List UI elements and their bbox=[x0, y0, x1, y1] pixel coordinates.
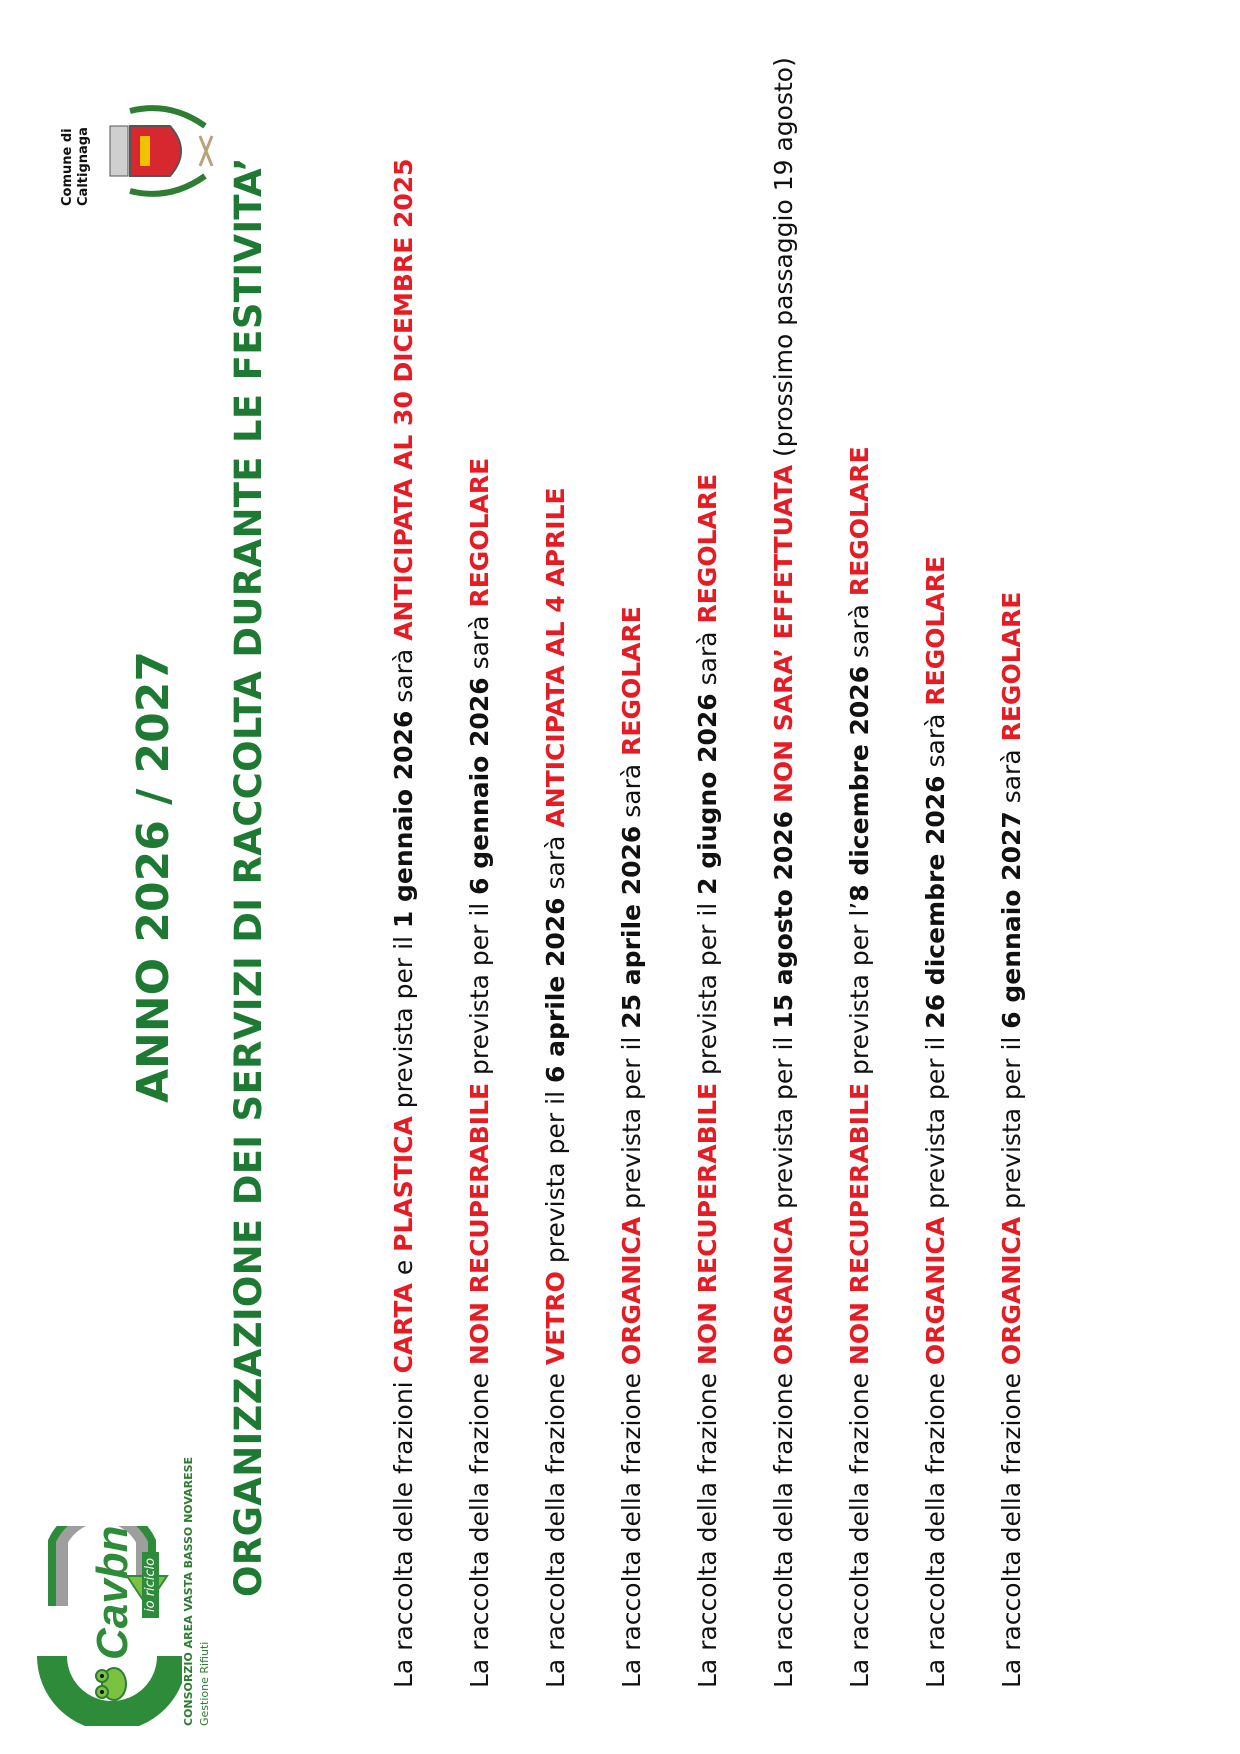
line-text: sarà bbox=[465, 607, 494, 678]
schedule-line-2 bbox=[464, 57, 540, 1688]
comune-line-1: Comune di bbox=[60, 128, 75, 206]
line-text: sarà bbox=[845, 596, 874, 666]
line-text: prevista per il bbox=[997, 1028, 1026, 1217]
collection-status: ANTICIPATA AL 30 DICEMBRE 2025 bbox=[389, 158, 418, 641]
waste-type: CARTA bbox=[389, 1283, 418, 1374]
line-text: sarà bbox=[389, 640, 418, 711]
line-text: La raccolta della frazione bbox=[465, 1365, 494, 1688]
holiday-date: 15 agosto 2026 bbox=[769, 810, 798, 1029]
schedule-line-4 bbox=[616, 57, 692, 1688]
schedule-line-7 bbox=[844, 57, 920, 1688]
waste-type: PLASTICA bbox=[389, 1116, 418, 1252]
line-text: La raccolta delle frazioni bbox=[389, 1373, 418, 1688]
waste-type: VETRO bbox=[541, 1271, 570, 1366]
holiday-date: 1 gennaio 2026 bbox=[389, 710, 418, 929]
consortium-subtitle: Gestione Rifiuti bbox=[198, 1641, 211, 1726]
comune-line-2: Caltignaga bbox=[76, 127, 91, 206]
schedule-list bbox=[388, 57, 1072, 1688]
schedule-line-8 bbox=[920, 57, 996, 1688]
collection-status: REGOLARE bbox=[845, 446, 874, 597]
collection-status: REGOLARE bbox=[465, 457, 494, 608]
waste-type: NON RECUPERABILE bbox=[465, 1082, 494, 1366]
line-text: La raccolta della frazione bbox=[845, 1365, 874, 1688]
collection-status: REGOLARE bbox=[617, 606, 646, 756]
line-text: sarà bbox=[693, 623, 722, 694]
collection-status: NON SARA’ EFFETTUATA bbox=[769, 464, 798, 803]
line-text: La raccolta della frazione bbox=[769, 1365, 798, 1688]
schedule-line-1 bbox=[388, 57, 464, 1688]
holiday-date: 6 gennaio 2026 bbox=[465, 677, 494, 895]
holiday-date: 6 aprile 2026 bbox=[541, 897, 570, 1083]
page-heading: ORGANIZZAZIONE DEI SERVIZI DI RACCOLTA DURANTE LE FESTIVITA’ bbox=[227, 157, 270, 1597]
line-text: prevista per il bbox=[389, 928, 418, 1117]
cavbn-tagline: io riciclo bbox=[142, 1552, 159, 1618]
waste-type: ORGANICA bbox=[997, 1216, 1026, 1366]
line-text: prevista per il bbox=[465, 894, 494, 1083]
schedule-line-5 bbox=[692, 57, 768, 1688]
line-text: prevista per l’ bbox=[845, 901, 874, 1083]
holiday-date: 26 dicembre 2026 bbox=[921, 775, 950, 1029]
collection-status: REGOLARE bbox=[921, 555, 950, 706]
cavbn-wordmark: Cavbn bbox=[88, 1525, 137, 1660]
line-text: sarà bbox=[921, 705, 950, 776]
schedule-line-9 bbox=[996, 57, 1072, 1688]
holiday-date: 8 dicembre 2026 bbox=[845, 665, 874, 902]
collection-status: REGOLARE bbox=[693, 473, 722, 624]
line-text: La raccolta della frazione bbox=[617, 1365, 646, 1688]
line-text: e bbox=[389, 1251, 418, 1284]
collection-status: REGOLARE bbox=[997, 591, 1026, 742]
line-text: La raccolta della frazione bbox=[693, 1365, 722, 1688]
collection-status: ANTICIPATA AL 4 APRILE bbox=[541, 487, 570, 828]
line-text: prevista per il bbox=[921, 1028, 950, 1217]
line-text: prevista per il bbox=[541, 1083, 570, 1272]
line-text: sarà bbox=[617, 755, 646, 826]
comune-label bbox=[60, 96, 92, 206]
waste-type: ORGANICA bbox=[617, 1216, 646, 1366]
frog-mascot-icon bbox=[90, 1662, 130, 1706]
line-text: sarà bbox=[541, 827, 570, 898]
line-text: prevista per il bbox=[617, 1028, 646, 1217]
line-text: La raccolta della frazione bbox=[921, 1365, 950, 1688]
line-text: La raccolta della frazione bbox=[997, 1365, 1026, 1688]
consortium-name: CONSORZIO AREA VASTA BASSO NOVARESE bbox=[182, 1456, 195, 1726]
line-text: prevista per il bbox=[769, 1028, 798, 1217]
next-pickup-note: (prossimo passaggio 19 agosto) bbox=[769, 57, 798, 465]
line-text: sarà bbox=[997, 741, 1026, 812]
holiday-date: 25 aprile 2026 bbox=[617, 825, 646, 1029]
waste-type: ORGANICA bbox=[769, 1216, 798, 1366]
line-text: prevista per il bbox=[693, 894, 722, 1083]
line-text bbox=[769, 803, 798, 811]
line-text: La raccolta della frazione bbox=[541, 1365, 570, 1688]
schedule-line-3 bbox=[540, 57, 616, 1688]
schedule-line-6 bbox=[768, 57, 844, 1688]
waste-type: NON RECUPERABILE bbox=[693, 1082, 722, 1366]
waste-type: ORGANICA bbox=[921, 1216, 950, 1366]
waste-type: NON RECUPERABILE bbox=[845, 1082, 874, 1366]
holiday-date: 2 giugno 2026 bbox=[693, 693, 722, 895]
holiday-date: 6 gennaio 2027 bbox=[997, 811, 1026, 1029]
year-title: ANNO 2026 / 2027 bbox=[128, 650, 179, 1104]
